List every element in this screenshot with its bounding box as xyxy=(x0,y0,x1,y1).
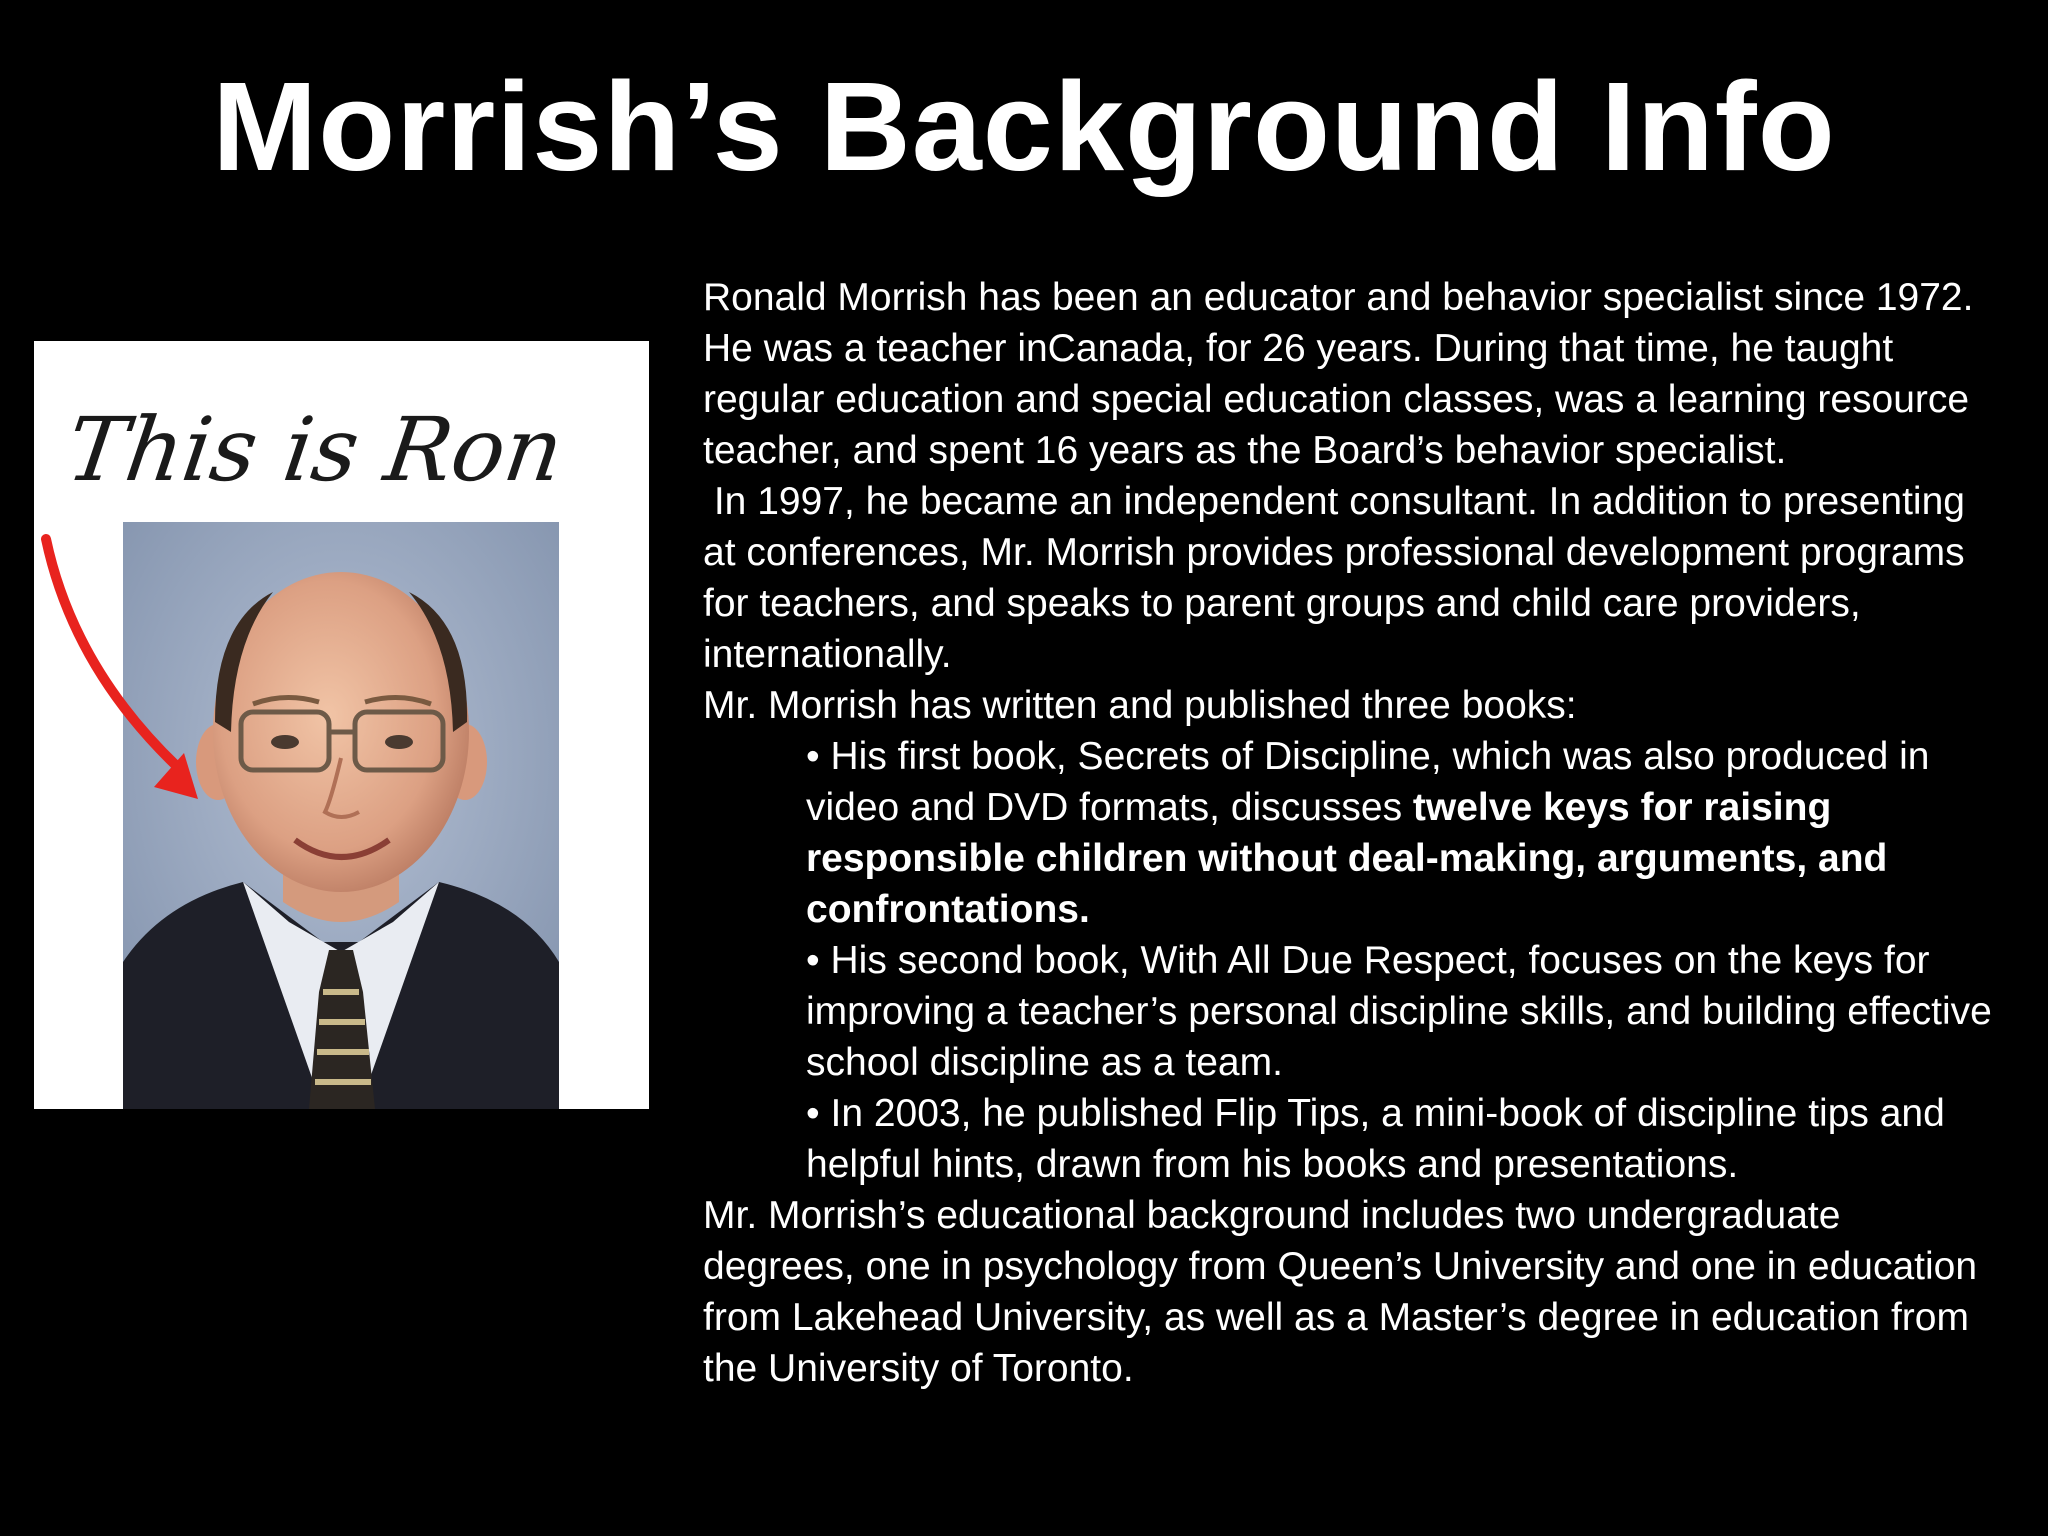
portrait-illustration xyxy=(123,522,559,1109)
portrait-photo xyxy=(123,522,559,1109)
bullet-text: • His first book, Secrets of Discipline, which was also produced in video and DVD formats, discusses xyxy=(806,735,1941,829)
bullet-bold-text: twelve keys for raising responsible children without deal-making, arguments, and confrontations. xyxy=(806,786,1899,931)
paragraph-career: Ronald Morrish has been an educator and behavior specialist since 1972. He was a teacher inCanada, for 26 years. During that time, he taught regular education and special education classes, was a learning resource teacher, and spent 16 years as the Board’s behavior specialist. xyxy=(703,276,1985,472)
slide-title: Morrish’s Background Info xyxy=(212,56,1836,197)
paragraph-education: Mr. Morrish’s educational background includes two undergraduate degrees, one in psychology from Queen’s University and one in education from Lakehead University, as well as a Master’s degree in education from the University of Toronto. xyxy=(703,1194,1988,1390)
bullet-with-all-due-respect: • His second book, With All Due Respect, focuses on the keys for improving a teacher’s personal discipline skills, and building effective school discipline as a team. xyxy=(806,939,2003,1084)
photo-caption: This is Ron xyxy=(60,398,570,501)
bullet-flip-tips: • In 2003, he published Flip Tips, a mini-book of discipline tips and helpful hints, drawn from his books and presentations. xyxy=(806,1092,1956,1186)
photo-card xyxy=(34,341,649,1109)
paragraph-books-intro: Mr. Morrish has written and published three books: xyxy=(703,684,1577,727)
bullet-secrets-of-discipline xyxy=(703,731,2003,935)
body-text xyxy=(703,272,2003,1394)
paragraph-consultant: In 1997, he became an independent consultant. In addition to presenting at conferences, Mr. Morrish provides professional development programs for teachers, and speaks to parent groups and child care providers, internationally. xyxy=(703,480,1976,676)
